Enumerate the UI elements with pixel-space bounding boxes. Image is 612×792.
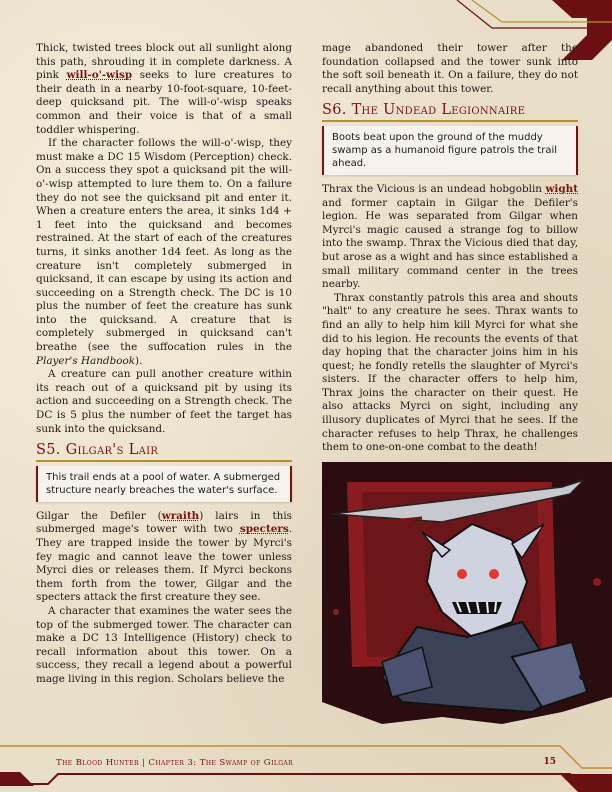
will-o-wisp-link[interactable]: will-o'-wisp [66,69,133,82]
players-handbook-ref: Player's Handbook [36,354,136,367]
read-aloud-box: This trail ends at a pool of water. A submerged structure nearly breaches the water's surface. [36,466,292,502]
page-number: 15 [543,757,556,767]
paragraph: A character that examines the water sees the top of the submerged tower. The character can make a DC 13 Intelligence (History) check to recall information about this tower. On a success, they recall a legend about a powerful mage living in this region. Scholars believe the [36,604,292,685]
paragraph: Gilgar the Defiler (wraith) lairs in this submerged mage's tower with two specters. They are trapped inside the tower by Myrci's fey magic and cannot leave the tower unless Myrci dies or releases them. If Myrci beckons them forth from the tower, Gilgar and the specters attack the first creature they see. [36,509,292,604]
paragraph: Thick, twisted trees block out all sunlight along this path, shrouding it in complete darkness. A pink will-o'-wisp seeks to lure creatures to their death in a nearby 10-foot-square, 10-feet-deep quicksand pit. The will-o'-wisp speaks common and their voice is that of a small toddler whispering. [36,42,292,136]
section-heading-s6: S6. The Undead Legionnaire [322,104,578,122]
footer-title: The Blood Hunter | Chapter 3: The Swamp of Gilgar [56,758,294,768]
section-heading-s5: S5. Gilgar's Lair [36,444,292,462]
wraith-link[interactable]: wraith [161,509,200,522]
paragraph: Thrax the Vicious is an undead hobgoblin wight and former captain in Gilgar the Defiler's legion. He was separated from Gilgar when Myrci's magic caused a strange fog to billow into the swamp. Thrax the Vicious died that day, but arose as a wight and has since established a small military command center in the trees nearby. [322,182,578,291]
wight-link[interactable]: wight [545,182,578,195]
left-column [36,42,292,687]
paragraph: Thrax constantly patrols this area and shouts "halt" to any creature he sees. Thrax wants to find an ally to help him kill Myrci for what she did to his legion. He recounts the events of that day hoping that the character joins him in his quest; he fondly retells the slaughter of Myrci's sisters. If the character offers to help him, Thrax joins the character on their quest. He also attacks Myrci on sight, including any illusory duplicates of Myrci that he sees. If the character refuses to help Thrax, he challenges them to one-on-one combat to the death! [322,291,578,454]
paragraph: If the character follows the will-o'-wisp, they must make a DC 15 Wisdom (Perception) check. On a success they spot a quicksand pit the will-o'-wisp attempted to lure them to. On a failure they do not see the quicksand pit and enter it. When a creature enters the area, it sinks 1d4 + 1 feet into the quicksand and becomes restrained. At the start of each of the creatures turns, it sinks another 1d4 feet. As long as the creature isn't completely submerged in quicksand, it can escape by using its action and succeeding on a Strength check. The DC is 10 plus the number of feet the creature has sunk into the quicksand. A creature that is completely submerged in quicksand can't breathe (see the suffocation rules in the Player's Handbook). [36,137,292,367]
read-aloud-box: Boots beat upon the ground of the muddy swamp as a humanoid figure patrols the trail ahead. [322,126,578,175]
paragraph: mage abandoned their tower after the foundation collapsed and the tower sunk into the soft soil beneath it. On a failure, they do not recall anything about this tower. [322,42,578,95]
right-column [322,42,578,455]
undead-hobgoblin-illustration [322,462,612,732]
specters-link[interactable]: specters [239,523,289,536]
paragraph: A creature can pull another creature within its reach out of a quicksand pit by using its action and succeeding on a Strength check. The DC is 5 plus the number of feet the target has sunk into the quicksand. [36,368,292,435]
